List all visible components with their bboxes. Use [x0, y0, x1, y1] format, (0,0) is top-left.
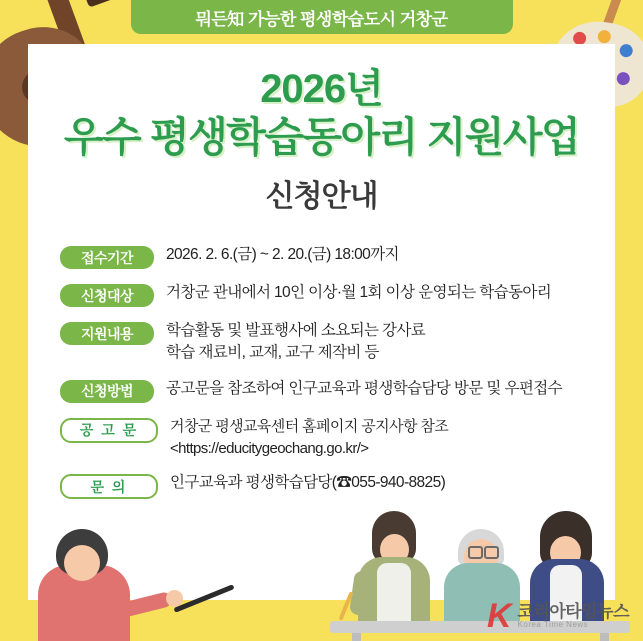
info-row-notice [60, 416, 590, 460]
watermark-name: 코리아타임뉴스 [517, 601, 629, 621]
title-block [28, 66, 615, 215]
row-tag: 신청방법 [60, 380, 154, 403]
title-year: 2026년 [260, 67, 383, 111]
row-value-line1: 거창군 관내에서 10인 이상·월 1회 이상 운영되는 학습동아리 [166, 284, 552, 301]
glasses-icon-left [468, 546, 483, 559]
watermark-subtitle: Korea Time News [517, 619, 589, 629]
watermark [487, 599, 629, 633]
watermark-logo-mark: K [486, 597, 512, 635]
palette-dot-5 [616, 71, 631, 86]
row-value-line2: 학습 재료비, 교재, 교구 제작비 등 [166, 344, 379, 362]
glasses-icon-right [484, 546, 499, 559]
row-value [170, 472, 445, 494]
info-row-contact [60, 472, 590, 499]
info-row-application-period [60, 244, 590, 269]
row-value [166, 282, 551, 304]
row-tag: 공 고 문 [60, 418, 158, 443]
guitar-head-decoration [80, 0, 113, 8]
student-a-vest [377, 563, 411, 629]
row-value-line1: 2026. 2. 6.(금) ~ 2. 20.(금) 18:00까지 [166, 246, 399, 263]
palette-dot-3 [619, 43, 634, 58]
title-main: 우수 평생학습동아리 지원사업 [63, 114, 580, 160]
row-tag: 문 의 [60, 474, 158, 499]
row-tag: 접수기간 [60, 246, 154, 269]
teacher-hand [166, 590, 183, 607]
row-tag: 신청대상 [60, 284, 154, 307]
info-rows [60, 244, 590, 512]
row-value [166, 320, 425, 365]
top-banner: 뭐든知 가능한 평생학습도시 거창군 [131, 0, 513, 34]
row-value-line1: 거창군 평생교육센터 홈페이지 공지사항 참조 [170, 417, 449, 435]
watermark-text [518, 603, 629, 629]
palette-dot-2 [597, 29, 612, 44]
info-row-support-details [60, 320, 590, 365]
row-value-line1: 학습활동 및 발표행사에 소요되는 강사료 [166, 322, 426, 339]
info-row-how-to-apply [60, 378, 590, 403]
row-value [170, 416, 448, 460]
title-sub: 신청안내 [265, 180, 378, 214]
row-value [166, 244, 399, 266]
teacher-face [64, 545, 100, 581]
row-value [166, 378, 562, 400]
notice-url[interactable]: <https://educitygeochang.go.kr/> [170, 439, 369, 457]
info-row-eligibility [60, 282, 590, 307]
row-value-line1: 인구교육과 평생학습담당(☎055-940-8825) [170, 474, 446, 492]
row-tag: 지원내용 [60, 322, 154, 345]
row-value-line1: 공고문을 참조하여 인구교육과 평생학습담당 방문 및 우편접수 [166, 379, 562, 397]
